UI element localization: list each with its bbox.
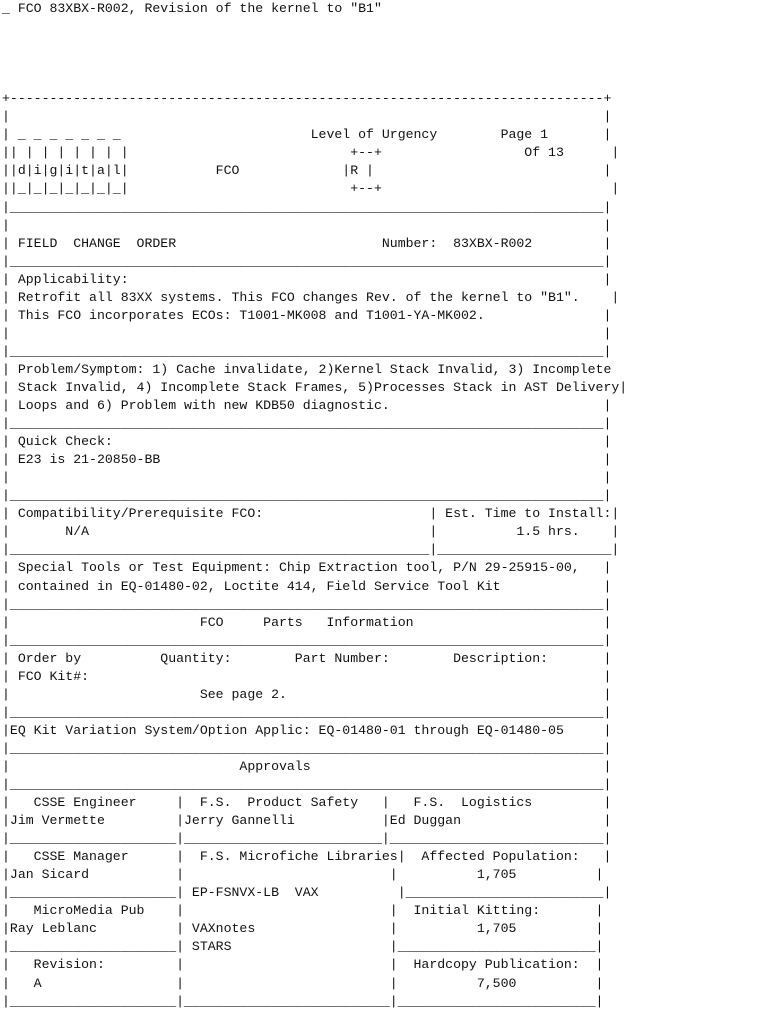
document-line: | _ _ _ _ _ _ _ Level of Urgency Page 1 | [2,127,612,143]
document-line: | Order by Quantity: Part Number: Description: | [2,650,612,666]
document-line: |___________________________________________________________________________| [2,416,612,432]
document-line: | Loops and 6) Problem with new KDB50 diagnostic. | [2,398,612,414]
document-line: | | [2,470,612,486]
document-line: ||_|_|_|_|_|_|_| +--+ | [2,181,620,197]
document-line: |___________________________________________________________________________| [2,253,612,269]
document-line: | Compatibility/Prerequisite FCO: | Est. Time to Install:| [2,506,620,522]
document-line: | Special Tools or Test Equipment: Chip Extraction tool, P/N 29-25915-00, | [2,560,612,576]
document-line: | See page 2. | [2,686,612,702]
document-line: | CSSE Engineer | F.S. Product Safety | F.S. Logistics | [2,795,612,811]
fco-document [2,0,627,1011]
document-line: | Retrofit all 83XX systems. This FCO changes Rev. of the kernel to "B1". | [2,289,620,305]
document-line: |Ray Leblanc | VAXnotes | 1,705 | [2,921,604,937]
document-line: |_____________________| STARS |_________________________| [2,939,604,955]
document-line: | | [2,217,612,233]
document-line: |_____________________________________________________|______________________| [2,542,620,558]
document-line: | Quick Check: | [2,434,612,450]
document-line: | N/A | 1.5 hrs. | [2,524,620,540]
document-line: |Jim Vermette |Jerry Gannelli |Ed Duggan | [2,813,612,829]
document-line: | Applicability: | [2,271,612,287]
document-line: | contained in EQ-01480-02, Loctite 414, Field Service Tool Kit | [2,578,612,594]
document-line: | Problem/Symptom: 1) Cache invalidate, 2)Kernel Stack Invalid, 3) Incomplete [2,361,612,377]
document-line: | E23 is 21-20850-BB | [2,452,612,468]
document-line: ||d|i|g|i|t|a|l| FCO |R | | [2,163,612,179]
document-line: |EQ Kit Variation System/Option Applic: EQ-01480-01 through EQ-01480-05 | [2,722,612,738]
document-line: |_____________________| EP-FSNVX-LB VAX |_________________________| [2,885,612,901]
document-line [2,18,627,36]
document-line: | CSSE Manager | F.S. Microfiche Libraries| Affected Population: | [2,849,612,865]
document-line: |Jan Sicard | | 1,705 | [2,867,604,883]
document-line: | | [2,325,612,341]
document-line: |___________________________________________________________________________| [2,343,612,359]
document-line: | FIELD CHANGE ORDER Number: 83XBX-R002 | [2,235,612,251]
document-line: |___________________________________________________________________________| [2,740,612,756]
document-line: | Stack Invalid, 4) Incomplete Stack Frames, 5)Processes Stack in AST Delivery| [2,379,628,395]
document-line: |___________________________________________________________________________| [2,199,612,215]
document-line: | FCO Parts Information | [2,614,612,630]
document-line [2,72,627,90]
document-line [2,54,627,72]
document-line: | Revision: | | Hardcopy Publication: | [2,957,604,973]
document-line: |___________________________________________________________________________| [2,632,612,648]
document-line: | A | | 7,500 | [2,975,604,991]
document-line: |___________________________________________________________________________| [2,596,612,612]
document-line: |_____________________|__________________________|_________________________| [2,993,604,1009]
document-line: |___________________________________________________________________________| [2,777,612,793]
document-line: |_____________________|_________________________|___________________________| [2,831,612,847]
document-line: +---------------------------------------------------------------------------+ [2,91,612,107]
document-line: | MicroMedia Pub | | Initial Kitting: | [2,903,604,919]
document-line: || | | | | | | | +--+ Of 13 | [2,145,620,161]
document-line: | | [2,109,612,125]
document-line: _ FCO 83XBX-R002, Revision of the kernel to "B1" [2,1,382,16]
document-line: |___________________________________________________________________________| [2,704,612,720]
document-line: | FCO Kit#: | [2,668,612,684]
document-line: | Approvals | [2,758,612,774]
document-line: |___________________________________________________________________________| [2,488,612,504]
document-line: | This FCO incorporates ECOs: T1001-MK008 and T1001-YA-MK002. | [2,307,612,323]
document-line [2,36,627,54]
